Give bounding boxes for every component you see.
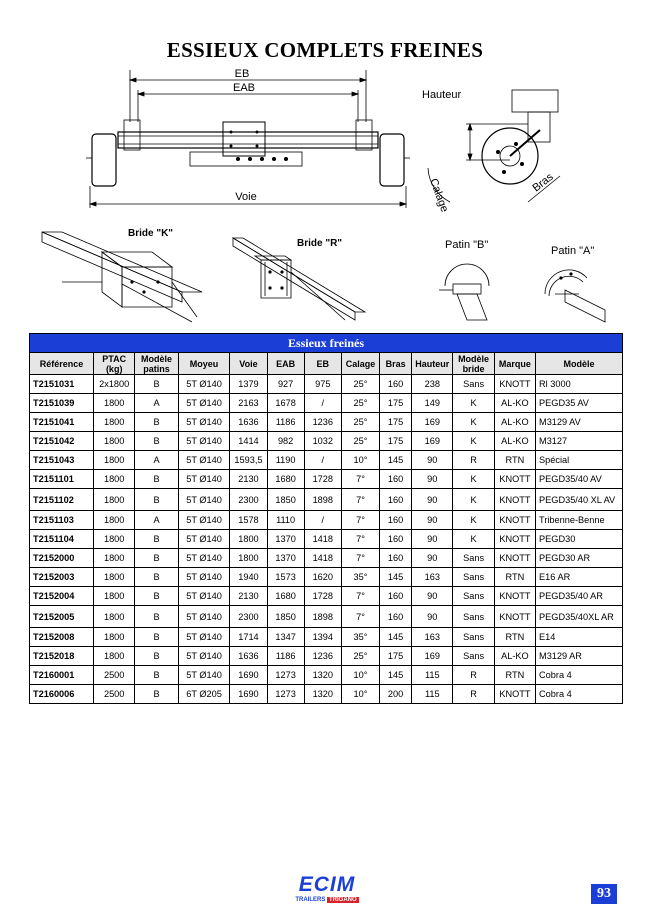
table-cell: 35° [341,628,379,647]
bride-k-diagram [32,222,207,330]
table-row [30,511,623,530]
table-cell: K [453,470,494,489]
table-cell: 5T Ø140 [178,647,230,666]
reference-cell: T2151043 [30,451,94,470]
table-caption: Essieux freinés [30,334,623,353]
table-cell: 1680 [267,587,304,606]
table-cell: B [135,549,178,568]
table-cell: 1800 [94,568,135,587]
table-cell: K [453,530,494,549]
axle-dimension-diagram [78,62,418,212]
table-cell: 90 [412,470,453,489]
table-row [30,394,623,413]
patin-b-label: Patin "B" [445,239,489,251]
table-cell: 1850 [267,489,304,511]
table-cell: B [135,647,178,666]
reference-cell: T2151102 [30,489,94,511]
table-cell: 25° [341,432,379,451]
table-cell: 1678 [267,394,304,413]
table-cell: 2300 [230,606,267,628]
table-cell: KNOTT [494,511,535,530]
table-cell: 175 [380,394,412,413]
table-cell: 7° [341,549,379,568]
table-cell: 2130 [230,587,267,606]
table-cell: 160 [380,375,412,394]
table-cell: 5T Ø140 [178,432,230,451]
table-cell: RTN [494,451,535,470]
table-cell: 1800 [94,647,135,666]
table-cell: 1593,5 [230,451,267,470]
table-row [30,413,623,432]
table-cell: Sans [453,647,494,666]
model-cell: E16 AR [536,568,623,587]
model-cell: M3129 AV [536,413,623,432]
table-cell: 175 [380,647,412,666]
reference-cell: T2151103 [30,511,94,530]
table-cell: 1110 [267,511,304,530]
table-cell: 2500 [94,685,135,704]
table-cell: 975 [304,375,341,394]
table-cell: 5T Ø140 [178,549,230,568]
table-row [30,568,623,587]
reference-cell: T2152004 [30,587,94,606]
column-header: Modèle [536,353,623,375]
column-header: Référence [30,353,94,375]
table-cell: 90 [412,489,453,511]
table-cell: 1347 [267,628,304,647]
table-cell: AL-KO [494,647,535,666]
table-cell: 35° [341,568,379,587]
table-cell: R [453,451,494,470]
table-cell: 160 [380,606,412,628]
column-header: PTAC (kg) [94,353,135,375]
table-cell: 1800 [94,628,135,647]
patin-b-diagram [435,236,505,326]
table-cell: 1273 [267,685,304,704]
table-cell: / [304,394,341,413]
table-row [30,530,623,549]
table-cell: B [135,568,178,587]
table-cell: 169 [412,413,453,432]
table-cell: 1636 [230,647,267,666]
table-cell: 5T Ø140 [178,451,230,470]
model-cell: Rl 3000 [536,375,623,394]
page-number: 93 [591,884,617,904]
table-row [30,628,623,647]
column-header: EAB [267,353,304,375]
reference-cell: T2151042 [30,432,94,451]
model-cell: Spécial [536,451,623,470]
table-cell: 1394 [304,628,341,647]
table-cell: 1320 [304,666,341,685]
hauteur-label: Hauteur [422,89,462,101]
table-row [30,470,623,489]
table-cell: AL-KO [494,432,535,451]
table-cell: 5T Ø140 [178,375,230,394]
table-cell: Sans [453,587,494,606]
table-cell: 90 [412,587,453,606]
table-cell: 145 [380,628,412,647]
column-header: Modèle patins [135,353,178,375]
table-cell: RTN [494,628,535,647]
table-cell: 1236 [304,413,341,432]
table-cell: K [453,432,494,451]
table-cell: Sans [453,375,494,394]
table-cell: 1414 [230,432,267,451]
table-cell: 1236 [304,647,341,666]
table-cell: 1850 [267,606,304,628]
table-cell: 6T Ø205 [178,685,230,704]
table-cell: 1800 [94,432,135,451]
table-cell: KNOTT [494,685,535,704]
table-cell: 145 [380,451,412,470]
brake-axles-table [29,333,623,704]
ecim-logo [282,873,372,907]
table-cell: 1680 [267,470,304,489]
table-cell: A [135,394,178,413]
table-cell: 1573 [267,568,304,587]
table-cell: 1370 [267,549,304,568]
table-cell: 160 [380,549,412,568]
reference-cell: T2151039 [30,394,94,413]
table-cell: 1898 [304,489,341,511]
model-cell: PEGD30 [536,530,623,549]
table-cell: 1800 [94,451,135,470]
table-cell: 5T Ø140 [178,413,230,432]
model-cell: M3129 AR [536,647,623,666]
table-cell: 7° [341,530,379,549]
reference-cell: T2152000 [30,549,94,568]
table-cell: 1728 [304,470,341,489]
table-cell: 1800 [94,489,135,511]
table-row [30,549,623,568]
arm-side-view-diagram [420,84,570,214]
model-cell: PEGD35/40 XL AV [536,489,623,511]
table-cell: Sans [453,568,494,587]
table-cell: 160 [380,511,412,530]
table-cell: B [135,489,178,511]
table-cell: RTN [494,666,535,685]
table-cell: K [453,511,494,530]
table-cell: 10° [341,666,379,685]
table-cell: 2x1800 [94,375,135,394]
table-cell: KNOTT [494,606,535,628]
table-cell: 1800 [94,530,135,549]
table-cell: 1320 [304,685,341,704]
table-cell: 200 [380,685,412,704]
voie-label: Voie [235,191,257,203]
column-header: Voie [230,353,267,375]
table-cell: 5T Ø140 [178,666,230,685]
table-cell: R [453,666,494,685]
table-cell: 1800 [94,511,135,530]
table-cell: 169 [412,647,453,666]
table-cell: 90 [412,549,453,568]
table-cell: 7° [341,470,379,489]
reference-cell: T2152008 [30,628,94,647]
table-cell: 160 [380,470,412,489]
table-cell: 2500 [94,666,135,685]
table-cell: B [135,685,178,704]
table-row [30,685,623,704]
table-row [30,587,623,606]
model-cell: Cobra 4 [536,685,623,704]
table-cell: 1636 [230,413,267,432]
table-cell: 1620 [304,568,341,587]
table-cell: 2300 [230,489,267,511]
reference-cell: T2160001 [30,666,94,685]
table-row [30,647,623,666]
model-cell: PEGD35 AV [536,394,623,413]
table-cell: R [453,685,494,704]
table-cell: 5T Ø140 [178,511,230,530]
table-cell: B [135,530,178,549]
table-cell: 1800 [94,549,135,568]
bride-r-diagram [225,232,375,332]
table-cell: 1418 [304,549,341,568]
table-cell: 160 [380,489,412,511]
table-cell: 1273 [267,666,304,685]
bride-k-label: Bride "K" [128,228,174,239]
table-cell: 90 [412,511,453,530]
reference-cell: T2151101 [30,470,94,489]
table-row [30,606,623,628]
table-cell: 2163 [230,394,267,413]
table-cell: 7° [341,511,379,530]
table-row [30,375,623,394]
table-row [30,666,623,685]
model-cell: PEGD35/40 AR [536,587,623,606]
table-cell: 163 [412,628,453,647]
table-cell: B [135,413,178,432]
table-cell: 7° [341,587,379,606]
table-cell: 10° [341,685,379,704]
table-cell: 5T Ø140 [178,489,230,511]
table-cell: 115 [412,666,453,685]
table-cell: 169 [412,432,453,451]
table-cell: 1578 [230,511,267,530]
patin-a-diagram [535,238,615,328]
calage-label: Calage [427,176,451,214]
reference-cell: T2151041 [30,413,94,432]
table-cell: 1800 [94,470,135,489]
table-cell: 982 [267,432,304,451]
table-cell: A [135,511,178,530]
table-cell: 25° [341,413,379,432]
table-cell: 1800 [94,413,135,432]
model-cell: E14 [536,628,623,647]
table-cell: KNOTT [494,470,535,489]
table-cell: B [135,375,178,394]
table-cell: 175 [380,432,412,451]
table-cell: 5T Ø140 [178,394,230,413]
table-cell: 1370 [267,530,304,549]
table-cell: 1800 [94,606,135,628]
table-cell: Sans [453,549,494,568]
model-cell: PEGD35/40 AV [536,470,623,489]
table-row [30,489,623,511]
table-cell: 1379 [230,375,267,394]
table-cell: 1728 [304,587,341,606]
table-cell: 175 [380,413,412,432]
eab-label: EAB [232,82,256,94]
table-cell: / [304,451,341,470]
model-cell: PEGD35/40XL AR [536,606,623,628]
reference-cell: T2151031 [30,375,94,394]
table-header-row [30,353,623,375]
table-cell: AL-KO [494,413,535,432]
reference-cell: T2160006 [30,685,94,704]
column-header: EB [304,353,341,375]
table-cell: 1940 [230,568,267,587]
table-cell: 160 [380,530,412,549]
table-cell: 25° [341,394,379,413]
table-cell: RTN [494,568,535,587]
table-cell: KNOTT [494,375,535,394]
table-cell: B [135,470,178,489]
column-header: Bras [380,353,412,375]
reference-cell: T2152005 [30,606,94,628]
table-cell: A [135,451,178,470]
table-cell: B [135,606,178,628]
table-cell: K [453,413,494,432]
table-cell: 1690 [230,685,267,704]
table-cell: KNOTT [494,549,535,568]
table-cell: 145 [380,666,412,685]
table-cell: 25° [341,647,379,666]
patin-a-label: Patin "A" [551,245,595,257]
column-header: Hauteur [412,353,453,375]
table-cell: 115 [412,685,453,704]
column-header: Marque [494,353,535,375]
model-cell: Cobra 4 [536,666,623,685]
table-cell: 90 [412,451,453,470]
table-cell: 1190 [267,451,304,470]
table-cell: 7° [341,489,379,511]
table-cell: AL-KO [494,394,535,413]
table-cell: 1800 [230,549,267,568]
table-cell: 145 [380,568,412,587]
model-cell: M3127 [536,432,623,451]
table-cell: B [135,432,178,451]
table-cell: 1800 [230,530,267,549]
column-header: Moyeu [178,353,230,375]
table-cell: 2130 [230,470,267,489]
reference-cell: T2151104 [30,530,94,549]
table-cell: Sans [453,606,494,628]
table-cell: 1186 [267,413,304,432]
table-cell: 163 [412,568,453,587]
table-cell: B [135,628,178,647]
table-cell: 149 [412,394,453,413]
table-cell: 238 [412,375,453,394]
logo-tag: TRIGANO [329,897,357,903]
table-cell: 1898 [304,606,341,628]
table-cell: Sans [453,628,494,647]
table-cell: 5T Ø140 [178,568,230,587]
table-cell: 90 [412,530,453,549]
table-cell: 5T Ø140 [178,587,230,606]
table-cell: 7° [341,606,379,628]
table-cell: 10° [341,451,379,470]
column-header: Calage [341,353,379,375]
reference-cell: T2152018 [30,647,94,666]
table-row [30,432,623,451]
table-cell: 1800 [94,587,135,606]
logo-sub-text: TRAILERS [295,897,326,903]
table-cell: 90 [412,606,453,628]
table-cell: 25° [341,375,379,394]
table-cell: / [304,511,341,530]
table-cell: KNOTT [494,587,535,606]
table-cell: 1418 [304,530,341,549]
table-cell: B [135,587,178,606]
table-cell: 5T Ø140 [178,628,230,647]
table-cell: KNOTT [494,530,535,549]
model-cell: Tribenne-Benne [536,511,623,530]
table-cell: 927 [267,375,304,394]
table-row [30,451,623,470]
table-cell: K [453,394,494,413]
reference-cell: T2152003 [30,568,94,587]
table-cell: KNOTT [494,489,535,511]
table-cell: K [453,489,494,511]
logo-name: ECIM [298,873,356,896]
bras-label: Bras [530,170,556,195]
logo-subtitle [282,897,372,903]
table-cell: 160 [380,587,412,606]
table-cell: 1186 [267,647,304,666]
eb-label: EB [234,68,250,80]
model-cell: PEGD30 AR [536,549,623,568]
table-cell: 5T Ø140 [178,470,230,489]
page-title: ESSIEUX COMPLETS FREINES [166,38,484,62]
table-cell: 1690 [230,666,267,685]
table-body [30,375,623,704]
table-cell: 5T Ø140 [178,606,230,628]
table-cell: B [135,666,178,685]
table-cell: 1714 [230,628,267,647]
table-cell: 1800 [94,394,135,413]
column-header: Modèle bride [453,353,494,375]
table-cell: 5T Ø140 [178,530,230,549]
bride-r-label: Bride "R" [297,238,343,249]
table-cell: 1032 [304,432,341,451]
